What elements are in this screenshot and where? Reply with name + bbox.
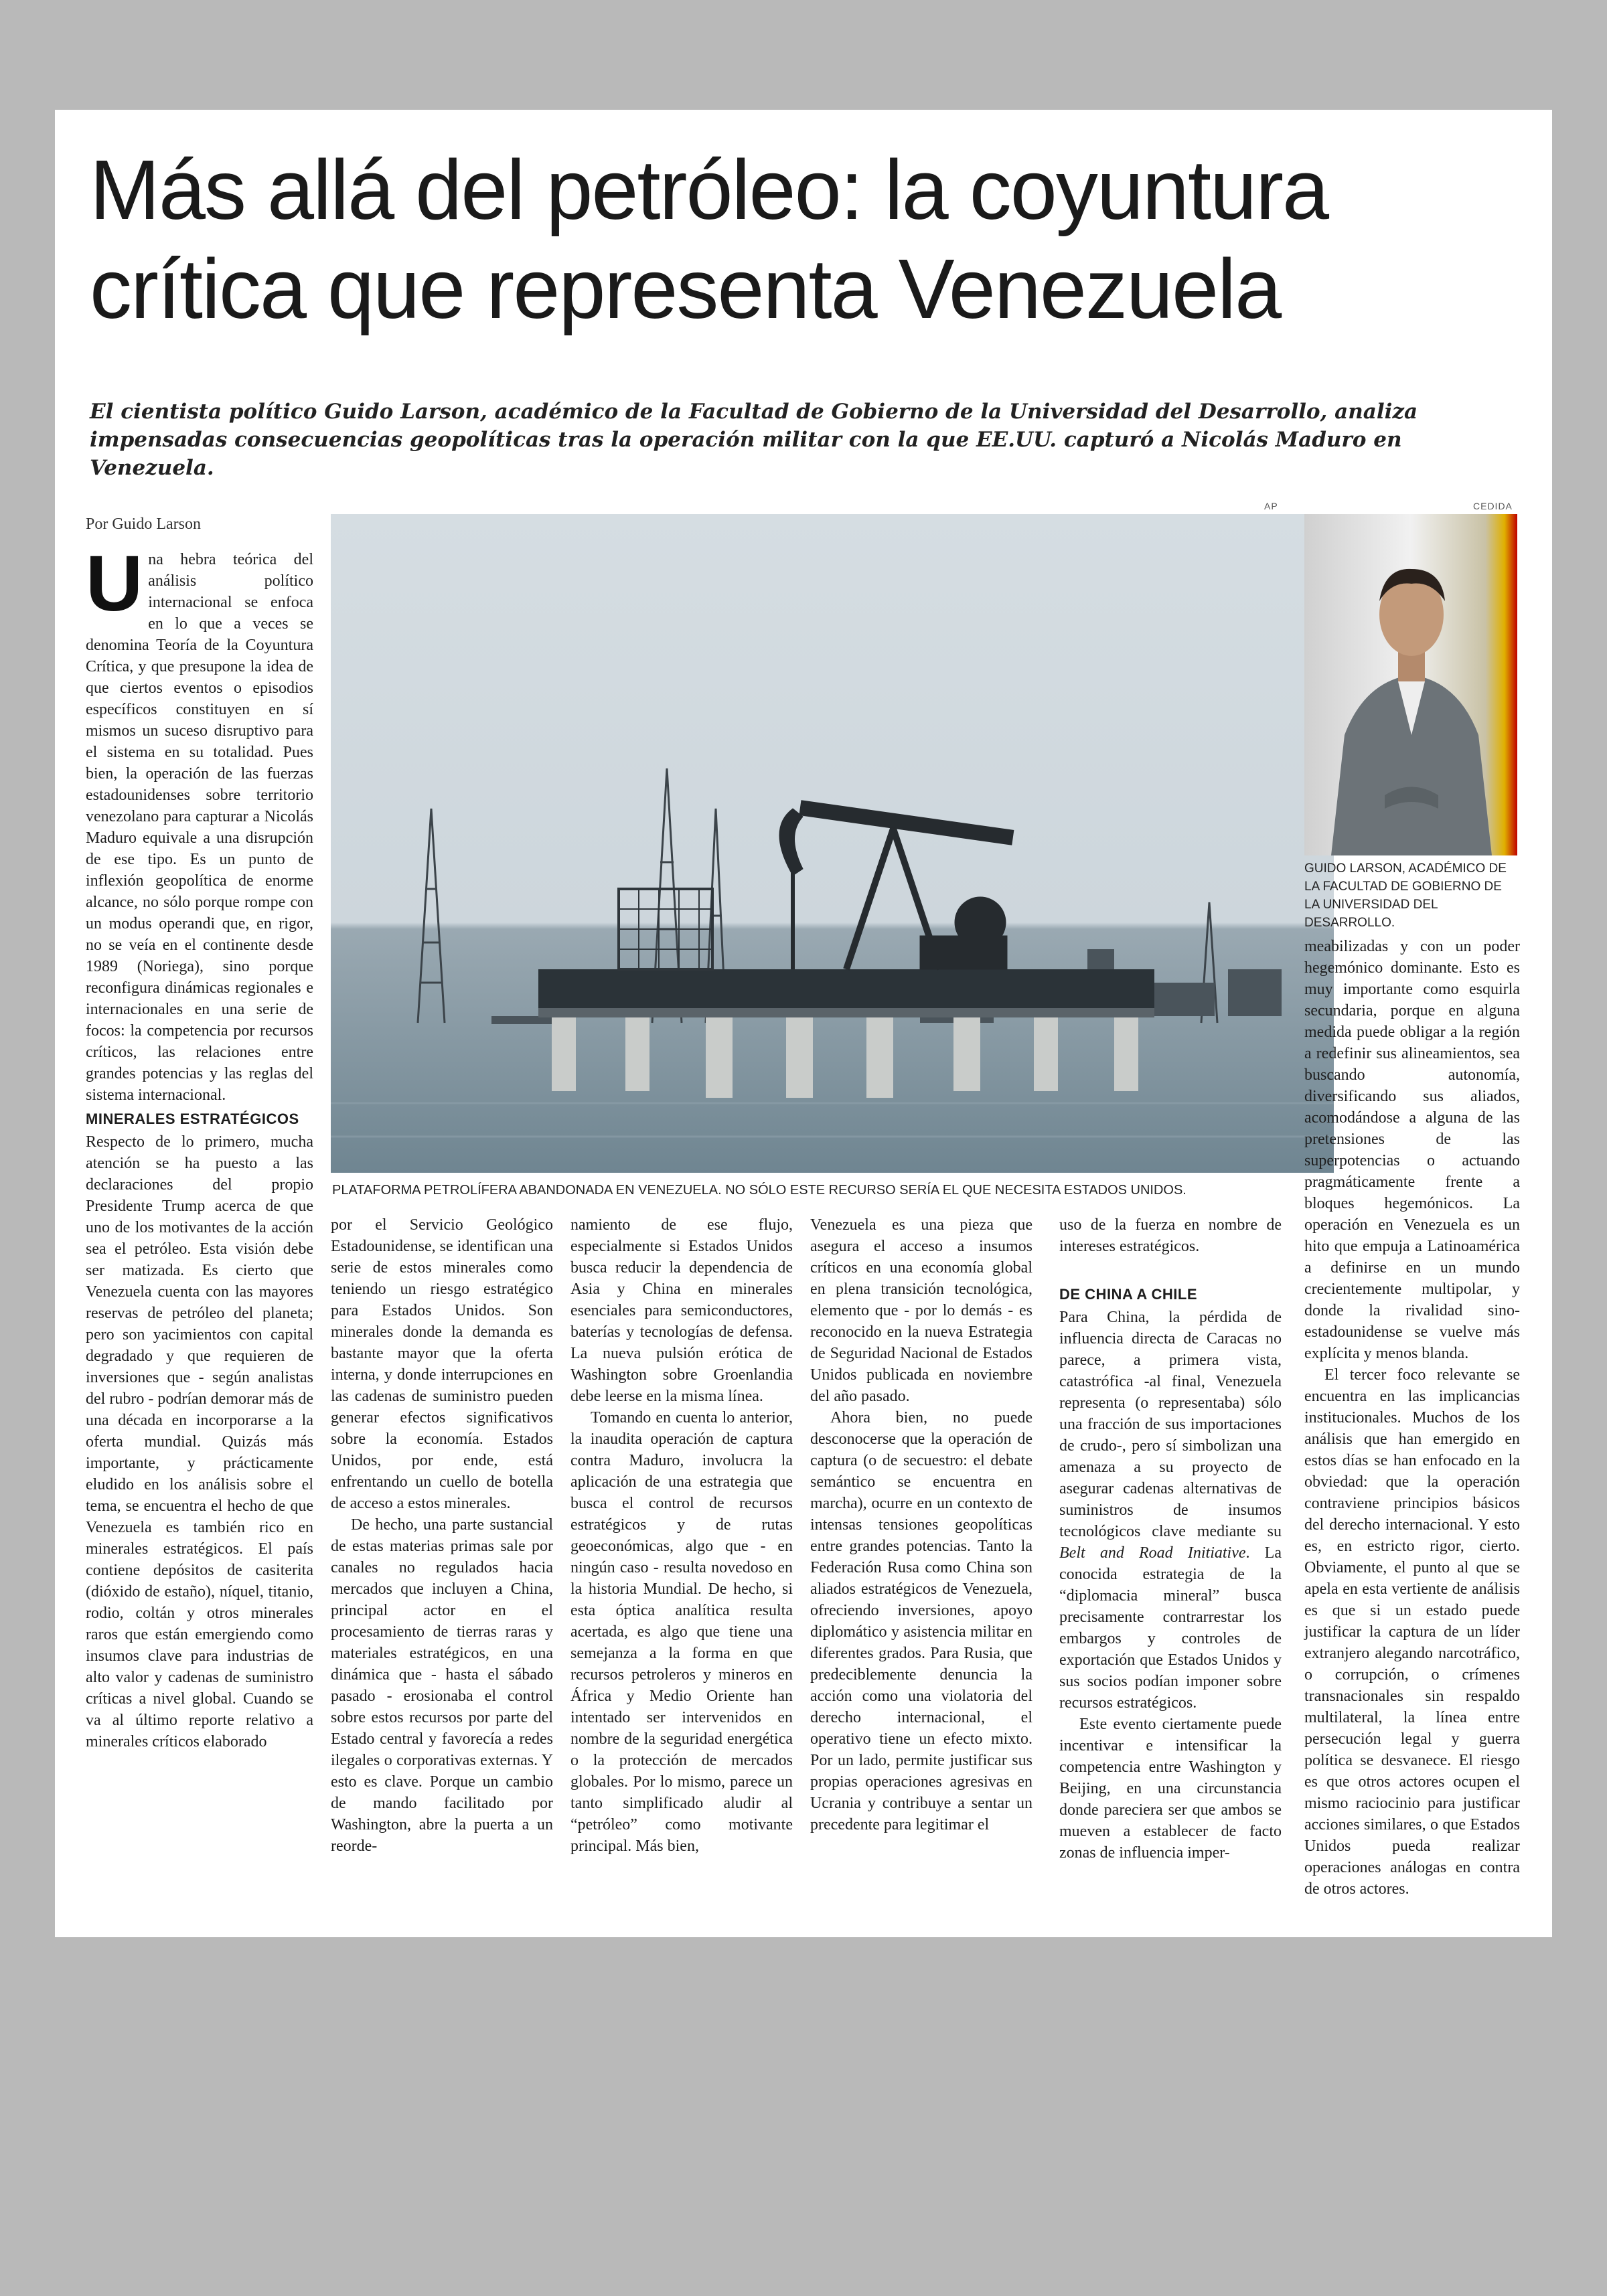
portrait-credit: CEDIDA xyxy=(1473,501,1513,511)
subhead-minerales: MINERALES ESTRATÉGICOS xyxy=(86,1111,299,1127)
portrait-caption: GUIDO LARSON, ACADÉMICO DE LA FACULTAD DE GOBIERNO DE LA UNIVERSIDAD DEL DESARROLLO. xyxy=(1304,862,1507,930)
newspaper-page xyxy=(55,110,1552,1937)
col2-para-1: por el Servicio Geológico Estadounidense, se identifican una serie de estos minerales como teniendo un riesgo estratégico para Estados Unidos. Son minerales donde la demanda es bastante mayor que la oferta interna, y donde interrupciones en las cadenas de suministro pueden generar efectos significativos sobre la economía. Estados Unidos, por ende, está enfrentando un cuello de botella de acceso a estos minerales. xyxy=(331,1216,553,1512)
col5-para-1: uso de la fuerza en nombre de intereses estratégicos. xyxy=(1059,1216,1282,1255)
col3-para-1: namiento de ese flujo, especialmente si Estados Unidos busca reducir la dependencia de Asia y China en minerales esenciales para semiconductores, baterías y tecnologías de defensa. La nueva pulsión erótica de Washington sobre Groenlandia debe leerse en la misma línea. xyxy=(570,1216,793,1405)
col5-para-2 xyxy=(1059,1307,1282,1714)
oil-platform-photo xyxy=(331,514,1334,1173)
byline: Por Guido Larson xyxy=(86,515,201,533)
col5-para-3: Este evento ciertamente puede incentivar e intensificar la competencia entre Washington y Beijing, en una circunstancia donde pareciera ser que ambos se mueven a establecer de facto zonas de influencia imper- xyxy=(1059,1716,1282,1862)
headline: Más allá del petróleo: la coyuntura crítica que representa Venezuela xyxy=(90,143,1328,336)
col4-para-2: Ahora bien, no puede desconocerse que la operación de captura (o de secuestro: el debate semántico se encuentra en marcha), ocurre en un contexto de intensas tensiones geopolíticas entre grandes potencias. Tanto la Federación Rusa como China son aliados estratégicos de Venezuela, ofreciendo inversiones, apoyo diplomático y asistencia militar en diferentes grados. Para Rusia, que predeciblemente denuncia la acción como una violatoria del derecho internacional, el operativo tiene un efecto mixto. Por un lado, permite justificar sus propias operaciones agresivas en Ucrania y contribuye a sentar un precedente para legitimar el xyxy=(810,1409,1032,1833)
main-photo-caption: PLATAFORMA PETROLÍFERA ABANDONADA EN VENEZUELA. NO SÓLO ESTE RECURSO SERÍA EL QUE NECESITA ESTADOS UNIDOS. xyxy=(332,1183,1187,1198)
belt-and-road-italic: Belt and Road Initiative xyxy=(1059,1544,1246,1562)
col2-para-2: De hecho, una parte sustancial de estas materias primas sale por canales no regulados hacia mercados que incluyen a China, principal actor en el procesamiento de tierras raras y materiales estratégicos, en una dinámica que - hasta el sábado pasado - erosionaba el control sobre estos recursos por parte del Estado central y favorecía a redes ilegales o corporativas externas. Y esto es clave. Porque un cambio de mando facilitado por Washington, abre la puerta a un reorde- xyxy=(331,1516,553,1855)
column-6 xyxy=(1304,936,1520,1900)
column-2 xyxy=(331,1214,553,1857)
subhead-china-chile: DE CHINA A CHILE xyxy=(1059,1286,1197,1303)
dek: El cientista político Guido Larson, académico de la Facultad de Gobierno de la Universidad del Desarrollo, analiza impensadas consecuencias geopolíticas tras la operación militar con la que EE.UU. capturó a Nicolás Maduro en Venezuela. xyxy=(90,400,1418,480)
column-1 xyxy=(86,540,313,1752)
col3-para-2: Tomando en cuenta lo anterior, la inaudita operación de captura contra Maduro, involucra la aplicación de una estrategia que busca el control de recursos estratégicos y de rutas geoeconómicas, algo que - en ningún caso - resulta novedoso en la historia Mundial. De hecho, si esta óptica analítica resulta acertada, es algo que tiene una semejanza a la forma en que recursos petroleros y mineros en África y Medio Oriente han intentado ser intervenidos en nombre de la seguridad energética o la protección de mercados globales. Por lo mismo, parece un tanto simplificado aludir al “petróleo” como motivante principal. Más bien, xyxy=(570,1409,793,1855)
column-5 xyxy=(1059,1214,1282,1864)
column-4 xyxy=(810,1214,1032,1835)
column-3 xyxy=(570,1214,793,1857)
main-photo-credit: AP xyxy=(1264,501,1278,511)
col1-para-2: Respecto de lo primero, mucha atención se ha puesto a las declaraciones del propio Presidente Trump acerca de que uno de los motivantes de la acción sea el petróleo. Esta visión debe ser matizada. Es cierto que Venezuela cuenta con las mayores reservas de petróleo del planeta; pero son yacimientos con capital degradado y que requieren de inversiones que - según analistas del rubro - podrían demorar más de una década en incorporarse a la oferta mundial. Quizás más importante, y prácticamente eludido en los análisis sobre el tema, se encuentra el hecho de que Venezuela es también rico en minerales estratégicos. El país contiene depósitos de casiterita (dióxido de estaño), níquel, titanio, rodio, coltán y otros minerales raros que están emergiendo como insumos clave para industrias de alto valor y cadenas de suministro críticas a nivel global. Cuando se va al último reporte relativo a minerales críticos elaborado xyxy=(86,1133,313,1750)
col5-para-2-a: Para China, la pérdida de influencia directa de Caracas no parece, a primera vista, catastrófica -al final, Venezuela representa (o representaba) sólo una fracción de sus importaciones de crudo-, pero sí simbolizan una amenaza a su proyecto de asegurar cadenas alternativas de suministros de insumos tecnológicos clave mediante su xyxy=(1059,1309,1282,1540)
portrait-photo xyxy=(1304,514,1517,855)
dropcap: U xyxy=(86,540,143,628)
col6-para-2: El tercer foco relevante se encuentra en las implicancias institucionales. Muchos de los análisis que han emergido en estos días se han enfocado en la obviedad: que la operación contraviene principios básicos del derecho internacional. Y esto es, en estricto rigor, cierto. Obviamente, el punto al que se apela en esta vertiente de análisis es que si un estado puede justificar la captura de un líder extranjero alegando narcotráfico, o corrupción, o crímenes transnacionales sin respaldo multilateral, la línea entre persecución legal y guerra política se desvanece. El riesgo es que otros actores ocupen el mismo raciocinio para justificar acciones similares, o que Estados Unidos pueda realizar operaciones análogas en contra de otros actores. xyxy=(1304,1366,1520,1898)
col6-para-1: meabilizadas y con un poder hegemónico dominante. Esto es muy importante como esquirla secundaria, porque en alguna medida puede obligar a la región a redefinir sus alineamientos, sea buscando autonomía, diversificando sus aliados, acomodándose a alguna de las pretensiones de las superpotencias o actuando pragmáticamente frente a bloques hegemónicos. La operación en Venezuela es un hito que empuja a Latinoamérica a definirse en un mundo crecientemente multipolar, y donde la rivalidad sino-estadounidense se vuelve más explícita y menos blanda. xyxy=(1304,938,1520,1362)
col1-para-1-text: na hebra teórica del análisis político internacional se enfoca en lo que a veces se denomina Teoría de la Coyuntura Crítica, y que presupone la idea de que ciertos eventos o episodios específicos constituyen en sí mismos un suceso disruptivo para el sistema en su totalidad. Pues bien, la operación de las fuerzas estadounidenses sobre territorio venezolano para capturar a Nicolás Maduro equivale a una disrupción de ese tipo. Es un punto de inflexión geopolítica de enorme alcance, no sólo porque rompe con un modus operandi que, en rigor, no se veía en el continente desde 1989 (Noriega), sino porque reconfigura dinámicas regionales e internacionales en una serie de focos: la competencia por recursos críticos, las relaciones entre grandes potencias y las reglas del sistema internacional. xyxy=(86,551,313,1104)
col1-para-1 xyxy=(86,540,313,1106)
col4-para-1: Venezuela es una pieza que asegura el acceso a insumos críticos en una economía global en plena transición tecnológica, elemento que - por lo demás - es reconocido en la nueva Estrategia de Seguridad Nacional de Estados Unidos publicada en noviembre del año pasado. xyxy=(810,1216,1032,1405)
col5-para-2-b: . La conocida estrategia de la “diplomacia mineral” busca precisamente contrarrestar los embargos y controles de exportación que Estados Unidos y sus socios podían imponer sobre recursos estratégicos. xyxy=(1059,1544,1282,1712)
